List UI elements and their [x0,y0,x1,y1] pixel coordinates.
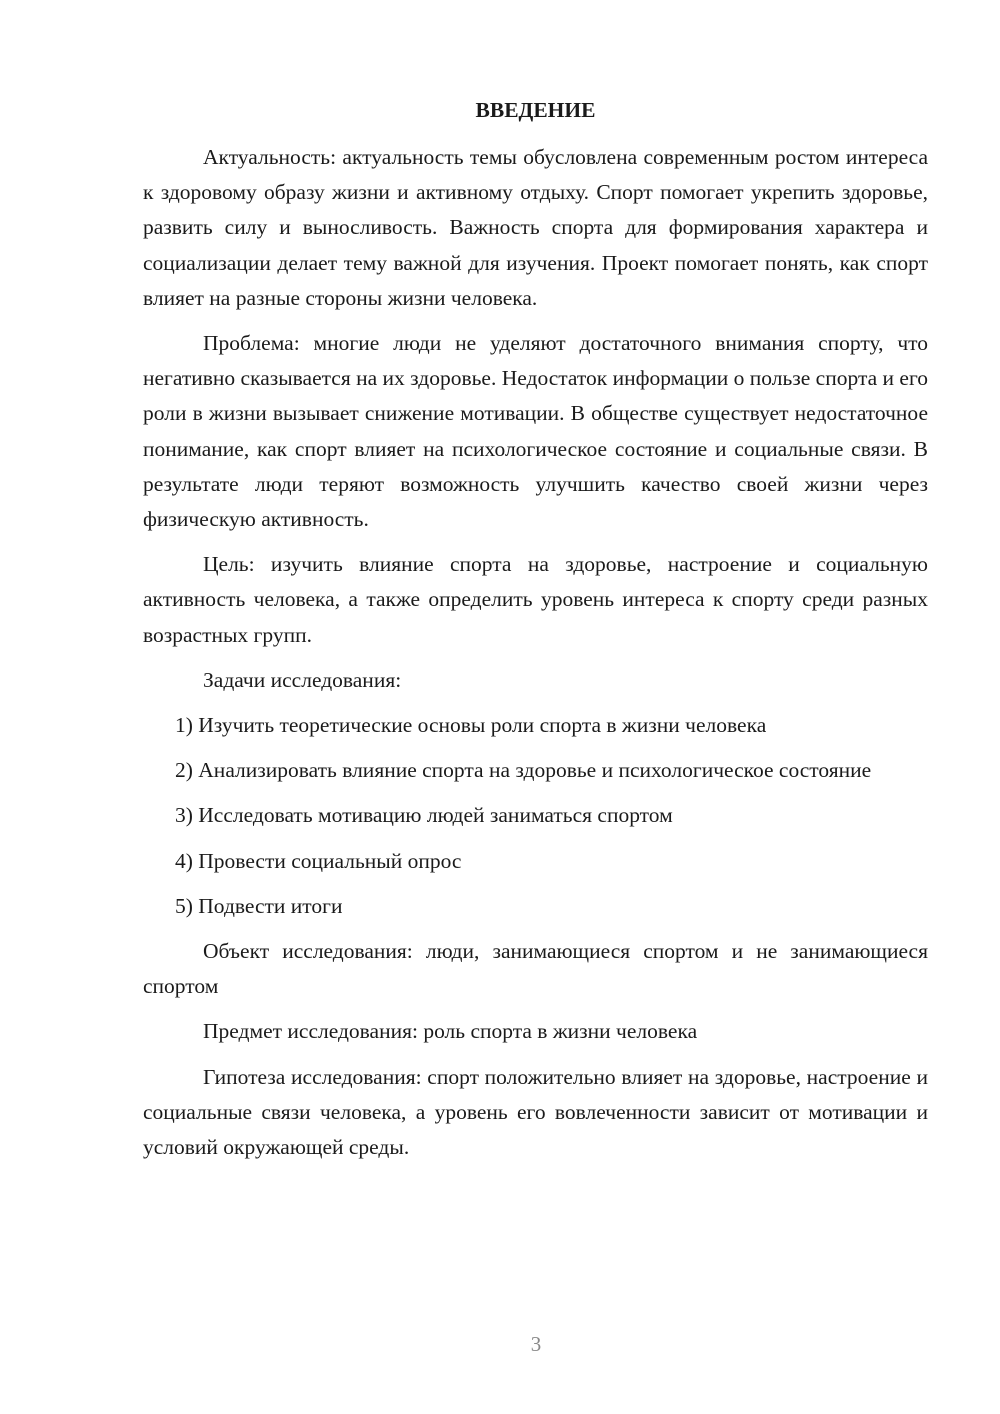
document-page [143,92,928,1175]
goal-paragraph: Цель: изучить влияние спорта на здоровье, настроение и социальную активность человека, а также определить уровень интереса к спорту среди разных возрастных групп. [143,552,928,647]
object-paragraph: Объект исследования: люди, занимающиеся спортом и не занимающиеся спортом [143,939,928,999]
subject-paragraph: Предмет исследования: роль спорта в жизни человека [203,1019,698,1044]
task-item-5: 5) Подвести итоги [175,893,343,918]
task-item-2: 2) Анализировать влияние спорта на здоровье и психологическое состояние [175,758,872,783]
hypothesis-paragraph: Гипотеза исследования: спорт положительно влияет на здоровье, настроение и социальные связи человека, а уровень его вовлеченности зависит от мотивации и условий окружающей среды. [143,1064,928,1160]
section-title: ВВЕДЕНИЕ [475,98,596,122]
task-item-3: 3) Исследовать мотивацию людей заниматься спортом [175,803,673,828]
page-number: 3 [530,1332,542,1356]
task-item-1: 1) Изучить теоретические основы роли спорта в жизни человека [175,713,767,738]
tasks-heading: Задачи исследования: [203,667,402,692]
task-item-4: 4) Провести социальный опрос [175,848,462,873]
relevance-paragraph: Актуальность: актуальность темы обусловлена современным ростом интереса к здоровому образу жизни и активному отдыху. Спорт помогает укрепить здоровье, развить силу и выносливость. Важность спорта для формирования характера и социализации делает тему важной для изучения. Проект помогает понять, как спорт влияет на разные стороны жизни человека. [143,145,928,310]
problem-paragraph: Проблема: многие люди не уделяют достаточного внимания спорту, что негативно сказывается на их здоровье. Недостаток информации о пользе спорта и его роли в жизни вызывает снижение мотивации. В обществе существует недостаточное понимание, как спорт влияет на психологическое состояние и социальные связи. В результате люди теряют возможность улучшить качество своей жизни через физическую активность. [143,331,928,532]
